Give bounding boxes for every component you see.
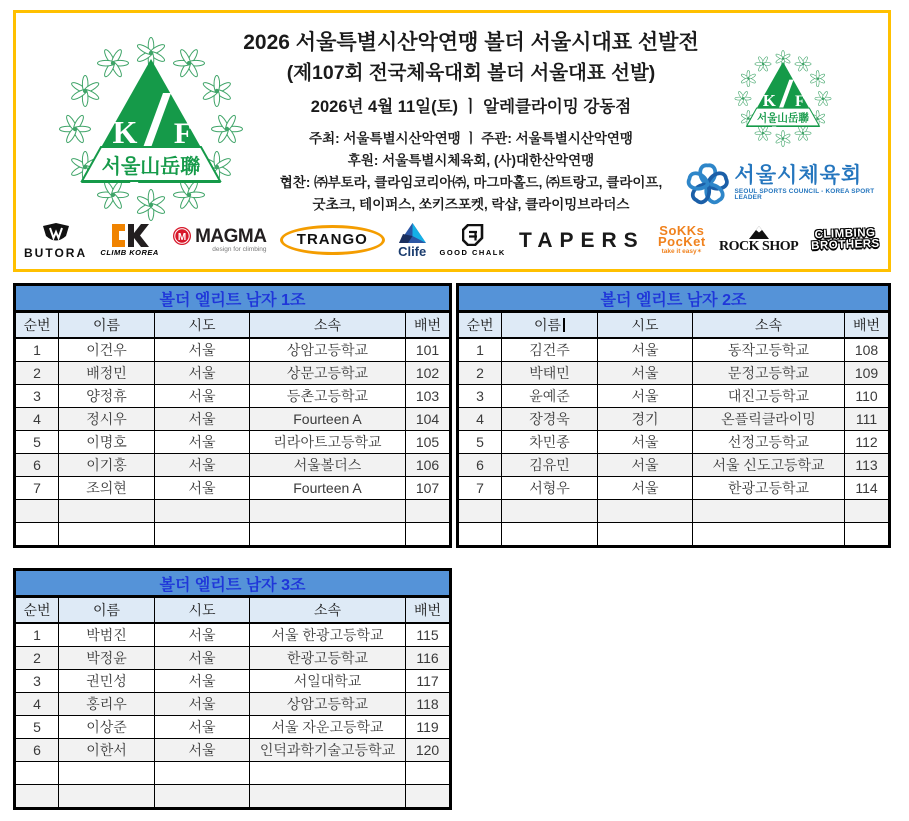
column-header[interactable]: 순번 xyxy=(458,312,502,339)
table-cell[interactable]: 1 xyxy=(15,338,59,362)
table-cell[interactable]: 6 xyxy=(15,739,59,762)
sponsor-logo-clife: Clife xyxy=(398,223,426,258)
table-cell-empty[interactable] xyxy=(15,762,59,785)
table-cell[interactable]: 차민종 xyxy=(502,431,598,454)
event-title: 2026 서울특별시산악연맹 볼더 서울시대표 선발전 xyxy=(243,31,699,54)
table-cell[interactable]: 109 xyxy=(845,362,890,385)
good-chalk-icon xyxy=(462,224,484,246)
table-cell[interactable]: 119 xyxy=(406,716,451,739)
table-row xyxy=(15,385,451,408)
roster-table xyxy=(13,283,452,548)
header-text-block xyxy=(221,29,721,216)
table-cell[interactable]: 서울 xyxy=(155,670,250,693)
table-cell[interactable]: 4 xyxy=(15,408,59,431)
table-cell[interactable]: Fourteen A xyxy=(250,477,406,500)
table-cell[interactable]: 2 xyxy=(15,647,59,670)
table-row xyxy=(15,716,451,739)
seoul-alpine-federation-logo-small-icon xyxy=(730,47,836,147)
table-row xyxy=(15,739,451,762)
event-subtitle: (제107회 전국체육대회 볼더 서울대표 선발) xyxy=(286,62,656,84)
table-cell[interactable]: 김건주 xyxy=(502,338,598,362)
table-cell[interactable]: 서울 xyxy=(155,362,250,385)
roster-table xyxy=(456,283,891,548)
column-header[interactable]: 배번 xyxy=(406,597,451,624)
table-cell[interactable]: 114 xyxy=(845,477,890,500)
table-cell-empty[interactable] xyxy=(845,500,890,523)
column-header[interactable]: 이름 xyxy=(502,312,598,339)
table-cell[interactable]: 서울 xyxy=(155,385,250,408)
table-header-row xyxy=(458,312,890,339)
table-cell-empty[interactable] xyxy=(502,523,598,547)
table-cell[interactable]: 이상준 xyxy=(59,716,155,739)
column-header[interactable]: 소속 xyxy=(250,312,406,339)
table-cell[interactable]: 한광고등학교 xyxy=(250,647,406,670)
table-cell[interactable]: 120 xyxy=(406,739,451,762)
table-cell[interactable]: 7 xyxy=(458,477,502,500)
table-cell-empty[interactable] xyxy=(693,523,845,547)
table-row xyxy=(15,670,451,693)
table-cell[interactable]: 서울 xyxy=(155,647,250,670)
table-cell-empty[interactable] xyxy=(406,762,451,785)
table-cell[interactable]: 117 xyxy=(406,670,451,693)
table-cell[interactable]: 박범진 xyxy=(59,623,155,647)
table-cell[interactable]: 102 xyxy=(406,362,451,385)
table-cell[interactable]: 3 xyxy=(458,385,502,408)
table-row xyxy=(15,647,451,670)
table-cell[interactable]: 동작고등학교 xyxy=(693,338,845,362)
table-cell[interactable]: Fourteen A xyxy=(250,408,406,431)
table-cell[interactable]: 상문고등학교 xyxy=(250,362,406,385)
table-empty-row xyxy=(15,500,451,523)
table-cell[interactable]: 상암고등학교 xyxy=(250,693,406,716)
table-row xyxy=(15,408,451,431)
table-title[interactable]: 볼더 엘리트 남자 3조 xyxy=(15,570,451,597)
table-cell[interactable]: 2 xyxy=(15,362,59,385)
table-cell-empty[interactable] xyxy=(693,500,845,523)
rock-shop-mountain-icon xyxy=(749,226,769,239)
table-cell[interactable]: 박태민 xyxy=(502,362,598,385)
table-cell[interactable]: 118 xyxy=(406,693,451,716)
table-cell[interactable]: 서울 xyxy=(155,477,250,500)
table-cell-empty[interactable] xyxy=(458,500,502,523)
table-cell[interactable]: 서울 xyxy=(155,408,250,431)
table-cell[interactable]: 서울 신도고등학교 xyxy=(693,454,845,477)
table-header-row xyxy=(15,312,451,339)
table-cell[interactable]: 113 xyxy=(845,454,890,477)
table-cell[interactable]: 서울 한광고등학교 xyxy=(250,623,406,647)
table-cell[interactable]: 104 xyxy=(406,408,451,431)
table-cell[interactable]: 5 xyxy=(458,431,502,454)
table-cell-empty[interactable] xyxy=(406,785,451,809)
table-cell[interactable]: 5 xyxy=(15,716,59,739)
table-cell[interactable]: 윤예준 xyxy=(502,385,598,408)
magma-m-icon xyxy=(172,226,192,246)
table-cell-empty[interactable] xyxy=(845,523,890,547)
table-row xyxy=(15,338,451,362)
table-cell[interactable]: 서울 xyxy=(155,739,250,762)
table-cell[interactable]: 이명호 xyxy=(59,431,155,454)
table-cell[interactable]: 서울 xyxy=(155,454,250,477)
sponsor-logo-butora: BUTORA xyxy=(24,222,87,259)
butora-shield-icon xyxy=(41,222,71,245)
sports-council-tagline: SEOUL SPORTS COUNCIL - KOREA SPORT LEADER xyxy=(734,187,875,201)
table-row xyxy=(458,408,890,431)
table-cell[interactable]: 2 xyxy=(458,362,502,385)
table-cell[interactable]: 서일대학교 xyxy=(250,670,406,693)
table-cell-empty[interactable] xyxy=(155,762,250,785)
table-row xyxy=(15,454,451,477)
sponsor-line-2: 굿초크, 테이퍼스, 쏘키즈포켓, 락샵, 클라이밍브라더스 xyxy=(312,197,630,212)
table-cell[interactable]: 7 xyxy=(15,477,59,500)
table-cell[interactable]: 배정민 xyxy=(59,362,155,385)
table-title-row xyxy=(15,570,451,597)
table-title[interactable]: 볼더 엘리트 남자 1조 xyxy=(15,285,451,312)
table-header-row xyxy=(15,597,451,624)
table-cell[interactable]: 이한서 xyxy=(59,739,155,762)
sponsor-logo-climbing-brothers: CLIMBING BROTHERS xyxy=(811,226,881,253)
table-cell-empty[interactable] xyxy=(502,500,598,523)
sponsor-logo-climb-korea: CLIMB KOREA xyxy=(100,224,158,257)
table-cell-empty[interactable] xyxy=(250,500,406,523)
column-header[interactable]: 시도 xyxy=(155,312,250,339)
table-cell[interactable]: 3 xyxy=(15,670,59,693)
table-cell[interactable]: 상암고등학교 xyxy=(250,338,406,362)
sponsor-logo-rock-shop: ROCK SHOP xyxy=(719,226,798,254)
table-cell-empty[interactable] xyxy=(15,500,59,523)
table-cell[interactable]: 110 xyxy=(845,385,890,408)
table-cell[interactable]: 한광고등학교 xyxy=(693,477,845,500)
column-header[interactable]: 시도 xyxy=(155,597,250,624)
column-header[interactable]: 이름 xyxy=(59,597,155,624)
table-cell[interactable]: 문정고등학교 xyxy=(693,362,845,385)
table-row xyxy=(15,362,451,385)
clife-triangle-icon xyxy=(399,223,426,243)
table-cell-empty[interactable] xyxy=(59,762,155,785)
sponsor-logo-good-chalk: GOOD CHALK xyxy=(440,224,506,257)
table-cell[interactable]: 서울 xyxy=(598,454,693,477)
table-cell[interactable]: 선정고등학교 xyxy=(693,431,845,454)
organizer-line: 주최: 서울특별시산악연맹 ㅣ 주관: 서울특별시산악연맹 xyxy=(309,131,633,146)
table-cell[interactable]: 111 xyxy=(845,408,890,431)
table-cell-empty[interactable] xyxy=(598,523,693,547)
svg-text:M: M xyxy=(177,232,187,244)
table-row xyxy=(458,477,890,500)
column-header[interactable]: 소속 xyxy=(693,312,845,339)
trango-oval-icon: TRANGO xyxy=(280,225,385,255)
table-row xyxy=(15,477,451,500)
table-cell[interactable]: 경기 xyxy=(598,408,693,431)
table-cell[interactable]: 장경욱 xyxy=(502,408,598,431)
column-header[interactable]: 순번 xyxy=(15,597,59,624)
table-cell[interactable]: 박정윤 xyxy=(59,647,155,670)
sponsor-line-1: 협찬: ㈜부토라, 클라임코리아㈜, 마그마홀드, ㈜트랑고, 클라이프, xyxy=(279,175,663,190)
column-header[interactable]: 이름 xyxy=(59,312,155,339)
sponsor-logo-tapers: TAPERS xyxy=(519,228,645,252)
sports-council-name: 서울시체육회 xyxy=(734,163,863,187)
table-empty-row xyxy=(458,523,890,547)
table-cell-empty[interactable] xyxy=(59,523,155,547)
table-row xyxy=(458,431,890,454)
event-date-venue: 2026년 4월 11일(토) ㅣ 알레클라이밍 강동점 xyxy=(310,98,632,116)
table-cell[interactable]: 서울 자운고등학교 xyxy=(250,716,406,739)
table-cell[interactable]: 정시우 xyxy=(59,408,155,431)
table-title[interactable]: 볼더 엘리트 남자 2조 xyxy=(458,285,890,312)
table-cell-empty[interactable] xyxy=(598,500,693,523)
table-cell-empty[interactable] xyxy=(155,500,250,523)
climb-korea-ck-icon xyxy=(110,224,150,247)
table-cell[interactable]: 홍리우 xyxy=(59,693,155,716)
table-row xyxy=(15,623,451,647)
sponsor-logo-magma: M MAGMA design for climbing xyxy=(172,226,266,254)
table-cell[interactable]: 4 xyxy=(15,693,59,716)
table-cell[interactable]: 103 xyxy=(406,385,451,408)
table-cell[interactable]: 서울 xyxy=(598,385,693,408)
column-header[interactable]: 배번 xyxy=(406,312,451,339)
table-cell[interactable]: 112 xyxy=(845,431,890,454)
roster-table-group3 xyxy=(13,568,449,810)
table-empty-row xyxy=(15,523,451,547)
table-row xyxy=(15,431,451,454)
table-cell-empty[interactable] xyxy=(59,785,155,809)
table-cell[interactable]: 등촌고등학교 xyxy=(250,385,406,408)
column-header[interactable]: 순번 xyxy=(15,312,59,339)
table-row xyxy=(458,385,890,408)
table-cell[interactable]: 서울 xyxy=(598,431,693,454)
table-cell[interactable]: 101 xyxy=(406,338,451,362)
table-cell-empty[interactable] xyxy=(15,785,59,809)
table-cell[interactable]: 3 xyxy=(15,385,59,408)
table-cell-empty[interactable] xyxy=(155,785,250,809)
text-cursor xyxy=(563,318,565,332)
table-cell[interactable]: 이건우 xyxy=(59,338,155,362)
table-cell-empty[interactable] xyxy=(406,523,451,547)
event-header-box xyxy=(13,10,891,272)
table-cell[interactable]: 조의현 xyxy=(59,477,155,500)
column-header[interactable]: 배번 xyxy=(845,312,890,339)
table-cell-empty[interactable] xyxy=(250,762,406,785)
table-cell[interactable]: 서울볼더스 xyxy=(250,454,406,477)
table-cell[interactable]: 서형우 xyxy=(502,477,598,500)
table-cell[interactable]: 1 xyxy=(15,623,59,647)
roster-table xyxy=(13,568,452,810)
table-cell[interactable]: 115 xyxy=(406,623,451,647)
sponsor-logo-row xyxy=(16,213,888,267)
table-cell[interactable]: 4 xyxy=(458,408,502,431)
table-cell-empty[interactable] xyxy=(59,500,155,523)
table-cell-empty[interactable] xyxy=(406,500,451,523)
table-cell[interactable]: 서울 xyxy=(155,693,250,716)
table-cell-empty[interactable] xyxy=(250,785,406,809)
column-header[interactable]: 시도 xyxy=(598,312,693,339)
table-cell[interactable]: 서울 xyxy=(598,477,693,500)
roster-table-group2 xyxy=(456,283,888,548)
table-cell[interactable]: 107 xyxy=(406,477,451,500)
table-row xyxy=(458,362,890,385)
table-cell-empty[interactable] xyxy=(15,523,59,547)
table-cell[interactable]: 6 xyxy=(15,454,59,477)
table-cell[interactable]: 1 xyxy=(458,338,502,362)
table-title-row xyxy=(15,285,451,312)
table-row xyxy=(458,338,890,362)
table-cell[interactable]: 리라아트고등학교 xyxy=(250,431,406,454)
table-cell-empty[interactable] xyxy=(250,523,406,547)
table-cell[interactable]: 대진고등학교 xyxy=(693,385,845,408)
table-cell[interactable]: 서울 xyxy=(598,338,693,362)
table-cell[interactable]: 이기홍 xyxy=(59,454,155,477)
sponsor-logo-trango xyxy=(280,225,385,255)
table-cell[interactable]: 서울 xyxy=(155,623,250,647)
table-cell[interactable]: 인덕과학기술고등학교 xyxy=(250,739,406,762)
supporter-line: 후원: 서울특별시체육회, (사)대한산악연맹 xyxy=(347,153,595,168)
table-cell[interactable]: 서울 xyxy=(598,362,693,385)
table-empty-row xyxy=(458,500,890,523)
column-header[interactable]: 소속 xyxy=(250,597,406,624)
table-cell-empty[interactable] xyxy=(458,523,502,547)
roster-table-group1 xyxy=(13,283,449,548)
table-cell[interactable]: 106 xyxy=(406,454,451,477)
table-cell[interactable]: 권민성 xyxy=(59,670,155,693)
table-row xyxy=(458,454,890,477)
table-title-row xyxy=(458,285,890,312)
table-empty-row xyxy=(15,785,451,809)
table-row xyxy=(15,693,451,716)
table-cell[interactable]: 6 xyxy=(458,454,502,477)
table-cell[interactable]: 양정휴 xyxy=(59,385,155,408)
table-cell[interactable]: 온플릭클라이밍 xyxy=(693,408,845,431)
table-cell[interactable]: 서울 xyxy=(155,716,250,739)
table-cell[interactable]: 108 xyxy=(845,338,890,362)
table-cell[interactable]: 116 xyxy=(406,647,451,670)
table-cell[interactable]: 김유민 xyxy=(502,454,598,477)
table-cell-empty[interactable] xyxy=(155,523,250,547)
sponsor-logo-sokks-pocket: SoKKs PocKet take it easy✶ xyxy=(657,222,706,255)
table-cell[interactable]: 5 xyxy=(15,431,59,454)
table-empty-row xyxy=(15,762,451,785)
table-cell[interactable]: 105 xyxy=(406,431,451,454)
table-cell[interactable]: 서울 xyxy=(155,338,250,362)
table-cell[interactable]: 서울 xyxy=(155,431,250,454)
